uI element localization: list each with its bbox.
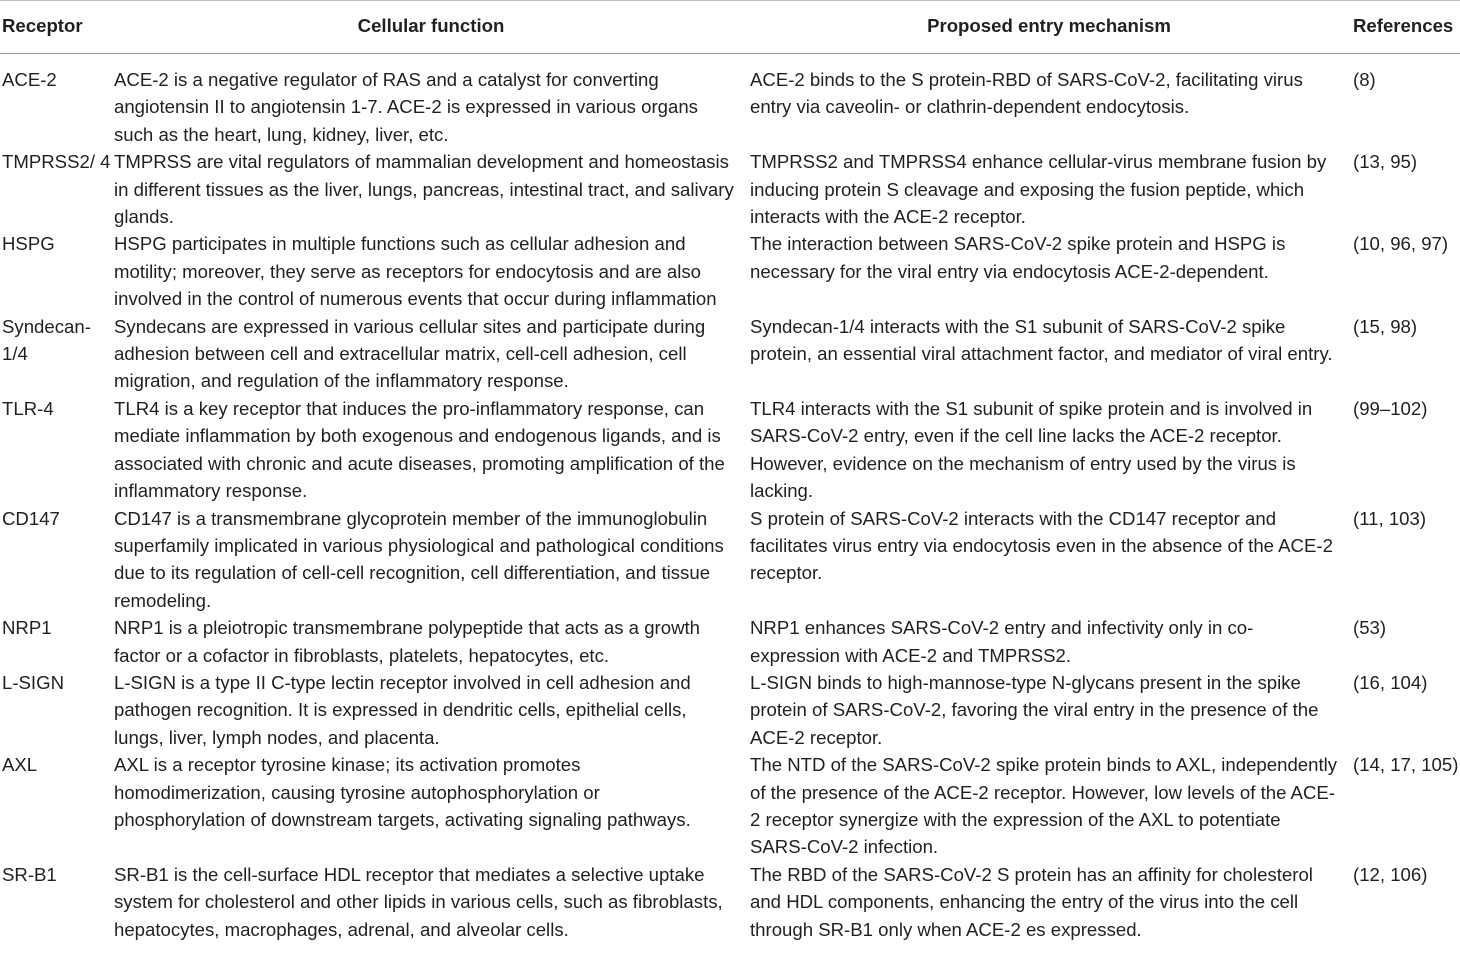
receptor-cell: TLR-4 — [2, 397, 54, 419]
receptor-cell: CD147 — [2, 507, 60, 529]
table-row — [0, 313, 1460, 395]
mechanism-cell: The RBD of the SARS-CoV-2 S protein has an affinity for cholesterol and HDL components, enhancing the entry of the virus into the cell through SR-B1 only when ACE-2 es expressed. — [750, 863, 1313, 940]
receptor-cell: SR-B1 — [2, 863, 57, 885]
references-cell[interactable]: (10, 96, 97) — [1353, 233, 1449, 255]
function-cell: SR-B1 is the cell-surface HDL receptor that mediates a selective uptake system for cholesterol and other lipids in various cells, such as fibroblasts, hepatocytes, macrophages, adrenal, and alveolar cells. — [114, 863, 723, 940]
function-cell: TMPRSS are vital regulators of mammalian development and homeostasis in different tissues as the liver, lungs, pancreas, intestinal tract, and salivary glands. — [114, 151, 734, 228]
function-cell: TLR4 is a key receptor that induces the pro-inflammatory response, can mediate inflammation by both exogenous and endogenous ligands, and is associated with chronic and acute diseases, promoting amplification of the inflammatory response. — [114, 397, 725, 502]
function-cell: ACE-2 is a negative regulator of RAS and a catalyst for converting angiotensin II to angiotensin 1-7. ACE-2 is expressed in various organs such as the heart, lung, kidney, liver, etc. — [114, 69, 698, 145]
table-row — [0, 54, 1460, 149]
table-header — [0, 1, 1460, 54]
header-receptor: Receptor — [0, 1, 113, 54]
function-cell: Syndecans are expressed in various cellular sites and participate during adhesion between cell and extracellular matrix, cell-cell adhesion, cell migration, and regulation of the inflammatory response. — [114, 315, 706, 392]
table-row — [0, 395, 1460, 505]
references-cell[interactable]: (99–102) — [1353, 397, 1428, 419]
receptor-cell: ACE-2 — [2, 69, 57, 90]
receptor-cell: TMPRSS2/ 4 — [2, 151, 111, 173]
function-cell: NRP1 is a pleiotropic transmembrane polypeptide that acts as a growth factor or a cofactor in fibroblasts, platelets, hepatocytes, etc. — [114, 617, 701, 666]
mechanism-cell: TLR4 interacts with the S1 subunit of spike protein and is involved in SARS-CoV-2 entry, even if the cell line lacks the ACE-2 receptor. However, evidence on the mechanism of entry used by the virus is lacking. — [750, 397, 1313, 502]
mechanism-cell: ACE-2 binds to the S protein-RBD of SARS-CoV-2, facilitating virus entry via caveolin- or clathrin-dependent endocytosis. — [750, 69, 1303, 118]
mechanism-cell: NRP1 enhances SARS-CoV-2 entry and infectivity only in co-expression with ACE-2 and TMPRSS2. — [750, 617, 1254, 666]
receptor-cell: NRP1 — [2, 617, 52, 639]
function-cell: CD147 is a transmembrane glycoprotein member of the immunoglobulin superfamily implicated in various physiological and pathological conditions due to its regulation of cell-cell recognition, cell differentiation, and tissue remodeling. — [114, 507, 724, 611]
references-cell[interactable]: (16, 104) — [1353, 671, 1428, 693]
function-cell: L-SIGN is a type II C-type lectin receptor involved in cell adhesion and pathogen recognition. It is expressed in dendritic cells, epithelial cells, lungs, liver, lymph nodes, and placenta. — [114, 671, 691, 748]
table-body — [0, 54, 1460, 944]
header-entry-mechanism: Proposed entry mechanism — [749, 1, 1349, 54]
table-row — [0, 505, 1460, 615]
mechanism-cell: L-SIGN binds to high-mannose-type N-glycans present in the spike protein of SARS-CoV-2, favoring the viral entry in the presence of the ACE-2 receptor. — [750, 671, 1319, 748]
mechanism-cell: The interaction between SARS-CoV-2 spike protein and HSPG is necessary for the viral entry via endocytosis ACE-2-dependent. — [750, 233, 1286, 282]
references-cell[interactable]: (11, 103) — [1353, 507, 1427, 529]
header-row — [0, 1, 1460, 54]
table-row — [0, 148, 1460, 230]
mechanism-cell: S protein of SARS-CoV-2 interacts with the CD147 receptor and facilitates virus entry via endocytosis even in the absence of the ACE-2 receptor. — [750, 507, 1333, 584]
table-row — [0, 669, 1460, 751]
table-row — [0, 751, 1460, 861]
header-cellular-function: Cellular function — [113, 1, 749, 54]
references-cell[interactable]: (14, 17, 105) — [1353, 754, 1459, 776]
receptor-cell: Syndecan-1/4 — [2, 315, 91, 365]
references-cell[interactable]: (13, 95) — [1353, 151, 1418, 173]
references-cell[interactable]: (15, 98) — [1353, 315, 1418, 337]
table-row — [0, 861, 1460, 943]
references-cell[interactable]: (12, 106) — [1353, 863, 1428, 885]
header-references: References — [1349, 1, 1460, 54]
references-cell[interactable]: (53) — [1353, 617, 1387, 639]
receptor-cell: AXL — [2, 754, 38, 776]
table-row — [0, 614, 1460, 669]
mechanism-cell: TMPRSS2 and TMPRSS4 enhance cellular-virus membrane fusion by inducing protein S cleavage and exposing the fusion peptide, which interacts with the ACE-2 receptor. — [750, 151, 1327, 228]
mechanism-cell: The NTD of the SARS-CoV-2 spike protein binds to AXL, independently of the presence of the ACE-2 receptor. However, low levels of the ACE-2 receptor synergize with the expression of the AXL to potentiate SARS-CoV-2 infection. — [750, 754, 1338, 858]
function-cell: HSPG participates in multiple functions such as cellular adhesion and motility; moreover, they serve as receptors for endocytosis and are also involved in the control of numerous events that occur during inflammation — [114, 233, 717, 310]
receptor-cell: HSPG — [2, 233, 55, 255]
function-cell: AXL is a receptor tyrosine kinase; its activation promotes homodimerization, causing tyrosine autophosphorylation or phosphorylation of downstream targets, activating signaling pathways. — [114, 754, 691, 830]
table-row — [0, 230, 1460, 312]
receptor-cell: L-SIGN — [2, 671, 64, 693]
mechanism-cell: Syndecan-1/4 interacts with the S1 subunit of SARS-CoV-2 spike protein, an essential viral attachment factor, and mediator of viral entry. — [750, 315, 1333, 365]
references-cell[interactable]: (8) — [1353, 69, 1376, 90]
